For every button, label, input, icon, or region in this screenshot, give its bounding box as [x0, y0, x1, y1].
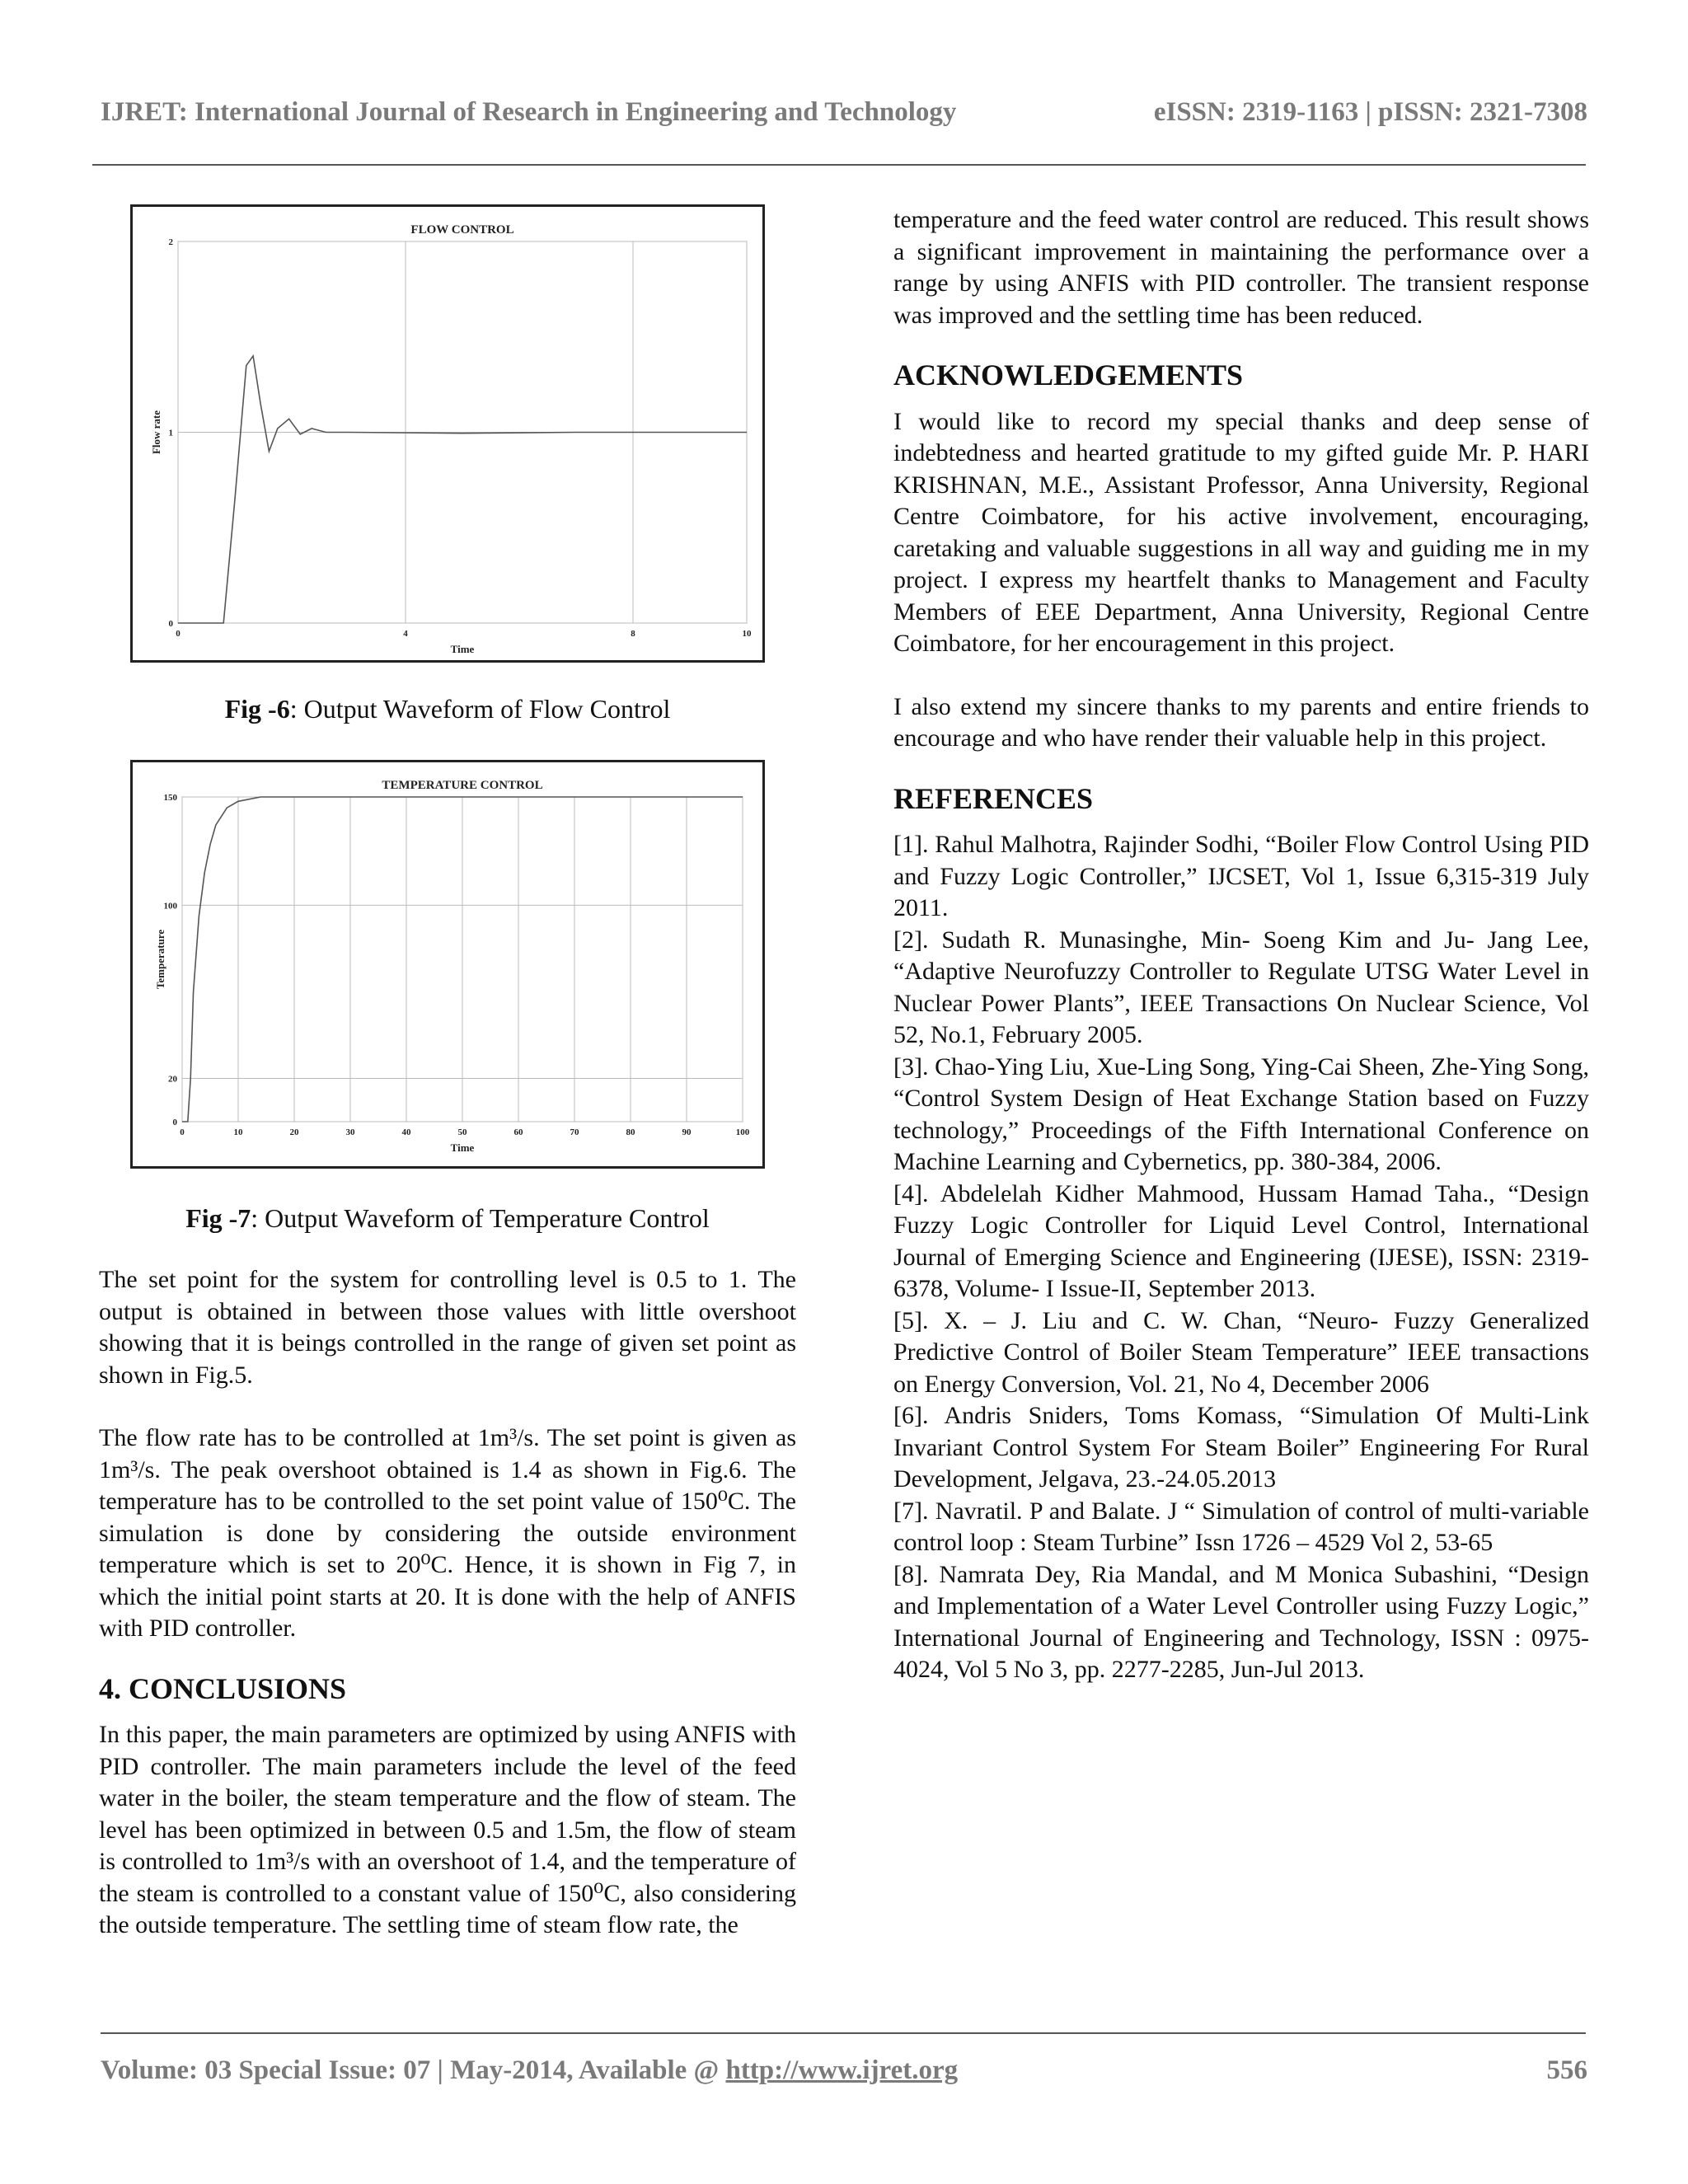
footer-volume-text: Volume: 03 Special Issue: 07 | May-2014, Available @ [101, 2055, 726, 2085]
acknowledgements-paragraph-1: I would like to record my special thanks and deep sense of indebtedness and hearted gratitude to my gifted guide Mr. P. HARI KRISHNAN, M.E., Assistant Professor, Anna University, Regional Centre Coimbatore, for his active involvement, encouraging, caretaking and valuable suggestions in all way and guiding me in my project. I express my heartfelt thanks to Management and Faculty Members of EEE Department, Anna University, Regional Centre Coimbatore, for her encouragement in this project. [893, 407, 1589, 657]
footer-rule [101, 2032, 1586, 2034]
right-column [893, 204, 1589, 1686]
journal-name: IJRET: International Journal of Research in Engineering and Technology [101, 97, 957, 127]
y-tick-label: 2 [168, 237, 173, 247]
reference-item: [4]. Abdelelah Kidher Mahmood, Hussam Hamad Taha., “Design Fuzzy Logic Controller for Liquid Level Control, International Journal of Emerging Science and Engineering (IJESE), ISSN: 2319-6378, Volume- I Issue-II, September 2013. [893, 1179, 1589, 1302]
figure-7-caption [99, 1203, 796, 1234]
y-tick-label: 0 [172, 1118, 177, 1127]
reference-item: [8]. Namrata Dey, Ria Mandal, and M Monica Subashini, “Design and Implementation of a Water Level Controller using Fuzzy Logic,” International Journal of Engineering and Technology, ISSN : 0975-4024, Vol 5 No 3, pp. 2277-2285, Jun-Jul 2013. [893, 1560, 1589, 1683]
temperature-control-chart [133, 762, 762, 1166]
journal-link[interactable]: http://www.ijret.org [725, 2055, 959, 2085]
footer-volume [101, 2055, 958, 2086]
y-tick-label: 0 [168, 619, 173, 629]
flow-control-chart [133, 207, 762, 660]
y-tick-label: 150 [163, 793, 177, 803]
reference-item: [3]. Chao-Ying Liu, Xue-Ling Song, Ying-Cai Sheen, Zhe-Ying Song, “Control System Design of Heat Exchange Station based on Fuzzy technology,” Proceedings of the Fifth International Conference on Machine Learning and Cybernetics, pp. 380-384, 2006. [893, 1052, 1589, 1175]
x-tick-label: 20 [289, 1127, 299, 1137]
conclusions-heading: 4. CONCLUSIONS [99, 1671, 347, 1705]
y-tick-label: 20 [168, 1074, 177, 1085]
left-column [99, 1264, 796, 1942]
conclusions-continuation: temperature and the feed water control are reduced. This result shows a significant improvement in maintaining the performance over a range by using ANFIS with PID controller. The transient response was improved and the settling time has been reduced. [893, 206, 1589, 329]
chart-title: TEMPERATURE CONTROL [382, 779, 543, 792]
paragraph-setpoint: The set point for the system for controlling level is 0.5 to 1. The output is obtained in between those values with little overshoot showing that it is beings controlled in the range of given set point as shown in Fig.5. [99, 1266, 796, 1389]
y-tick-label: 1 [168, 428, 173, 438]
x-tick-label: 8 [631, 629, 635, 639]
reference-item: [7]. Navratil. P and Balate. J “ Simulation of control of multi-variable control loop : Steam Turbine” Issn 1726 – 4529 Vol 2, 53-65 [893, 1497, 1589, 1556]
x-tick-label: 40 [401, 1127, 411, 1137]
references-heading: REFERENCES [893, 781, 1094, 815]
y-tick-label: 100 [163, 901, 177, 912]
x-axis-label: Time [450, 643, 475, 655]
reference-item: [5]. X. – J. Liu and C. W. Chan, “Neuro- Fuzzy Generalized Predictive Control of Boiler Steam Temperature” IEEE transactions on Energy Conversion, Vol. 21, No 4, December 2006 [893, 1306, 1589, 1398]
reference-item: [1]. Rahul Malhotra, Rajinder Sodhi, “Boiler Flow Control Using PID and Fuzzy Logic Controller,” IJCSET, Vol 1, Issue 6,315-319 July 2011. [893, 831, 1589, 921]
reference-item: [6]. Andris Sniders, Toms Komass, “Simulation Of Multi-Link Invariant Control System For Steam Boiler” Engineering For Rural Development, Jelgava, 23.-24.05.2013 [893, 1402, 1589, 1493]
paragraph-flow-rate: The flow rate has to be controlled at 1m³/s. The set point is given as 1m³/s. The peak overshoot obtained is 1.4 as shown in Fig.6. The temperature has to be controlled to the set point value of 150⁰C. The simulation is done by considering the outside environment temperature which is set to 20⁰C. Hence, it is shown in Fig 7, in which the initial point starts at 20. It is done with the help of ANFIS with PID controller. [99, 1424, 796, 1642]
x-tick-label: 50 [457, 1127, 467, 1137]
x-tick-label: 80 [626, 1127, 635, 1137]
x-tick-label: 4 [403, 629, 408, 639]
x-tick-label: 0 [176, 629, 181, 639]
conclusions-paragraph: In this paper, the main parameters are optimized by using ANFIS with PID controller. The main parameters include the level of the feed water in the boiler, the steam temperature and the flow of steam. The level has been optimized in between 0.5 and 1.5m, the flow of steam is controlled to 1m³/s with an overshoot of 1.4, and the temperature of the steam is controlled to a constant value of 150⁰C, also considering the outside temperature. The settling time of steam flow rate, the [99, 1721, 796, 1938]
chart-title: FLOW CONTROL [410, 223, 514, 237]
x-tick-label: 60 [513, 1127, 523, 1137]
x-tick-label: 100 [735, 1127, 750, 1137]
reference-item: [2]. Sudath R. Munasinghe, Min- Soeng Kim and Ju- Jang Lee, “Adaptive Neurofuzzy Controller to Regulate UTSG Water Level in Nuclear Power Plants”, IEEE Transactions On Nuclear Science, Vol 52, No.1, February 2005. [893, 926, 1589, 1048]
x-tick-label: 10 [742, 629, 752, 639]
y-axis-label: Flow rate [150, 410, 162, 455]
running-header [101, 97, 1587, 128]
figure-7-label: Fig -7 [185, 1203, 251, 1233]
figure-6-frame [130, 204, 765, 663]
acknowledgements-heading: ACKNOWLEDGEMENTS [893, 359, 1244, 391]
figure-7-caption-text: : Output Waveform of Temperature Control [251, 1203, 710, 1233]
figure-6-label: Fig -6 [224, 694, 290, 724]
figure-6-caption-text: : Output Waveform of Flow Control [289, 694, 671, 724]
figure-7-frame [130, 760, 765, 1169]
header-rule [92, 164, 1586, 166]
x-tick-label: 90 [682, 1127, 692, 1137]
y-axis-label: Temperature [154, 929, 166, 990]
x-axis-label: Time [450, 1141, 475, 1154]
x-tick-label: 0 [180, 1127, 185, 1137]
x-tick-label: 30 [345, 1127, 355, 1137]
page-number: 556 [1546, 2055, 1587, 2085]
x-tick-label: 70 [570, 1127, 579, 1137]
acknowledgements-paragraph-2: I also extend my sincere thanks to my parents and entire friends to encourage and who have render their valuable help in this project. [893, 692, 1589, 752]
figure-6-caption [99, 694, 796, 724]
issn: eISSN: 2319-1163 | pISSN: 2321-7308 [1153, 97, 1587, 127]
running-footer [101, 2055, 1587, 2086]
x-tick-label: 10 [233, 1127, 243, 1137]
